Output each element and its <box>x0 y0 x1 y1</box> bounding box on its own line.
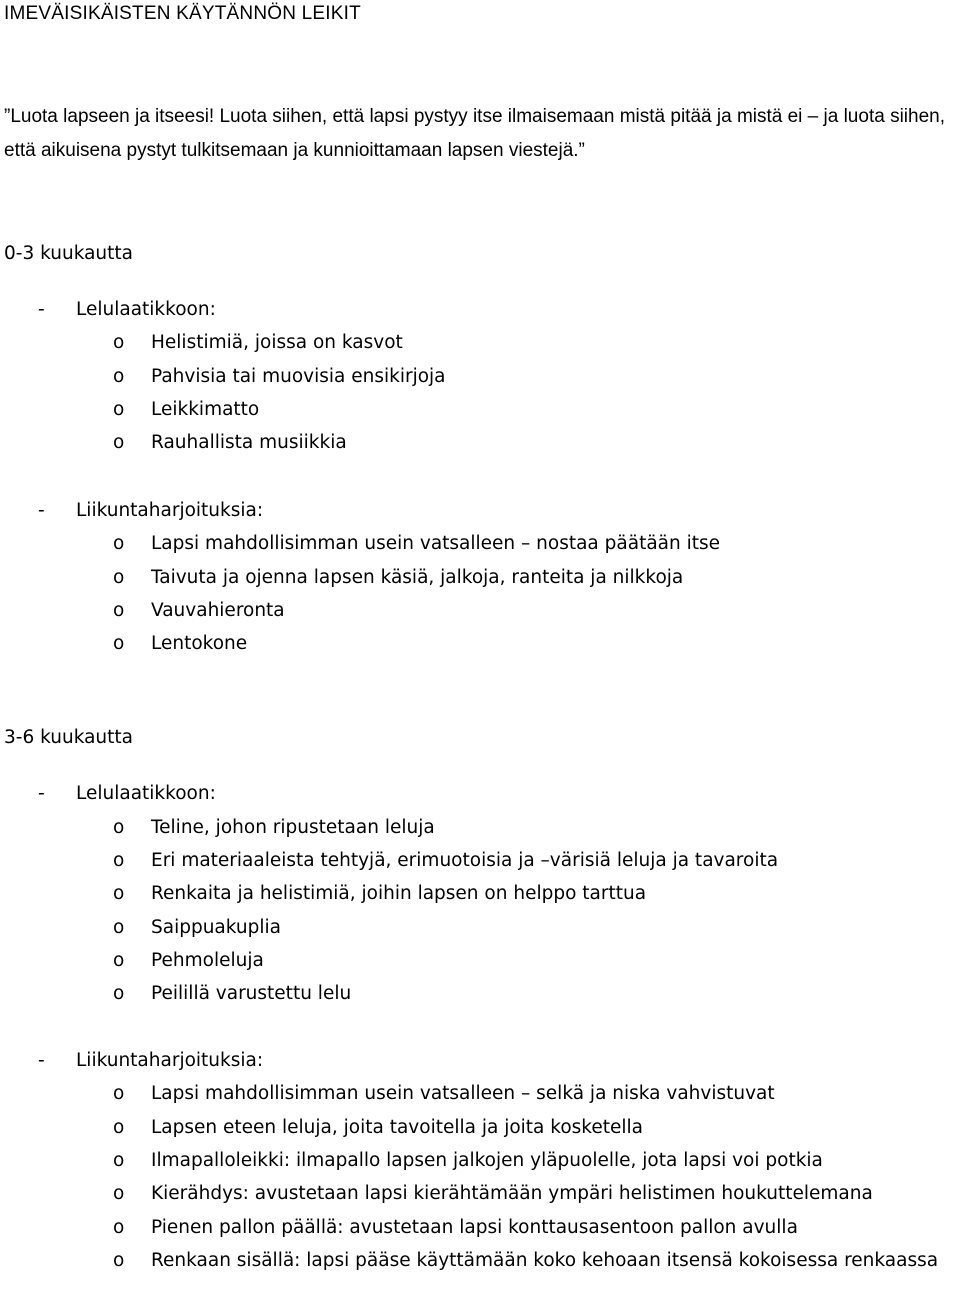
list-item-text: Vauvahieronta <box>151 600 285 622</box>
section-heading-3-6: 3-6 kuukautta <box>4 727 133 749</box>
list-item-text: Lapsi mahdollisimman usein vatsalleen – selkä ja niska vahvistuvat <box>151 1083 775 1105</box>
group-label-text: Liikuntaharjoituksia: <box>76 500 264 522</box>
exercise-group <box>4 499 956 656</box>
section-heading-0-3: 0-3 kuukautta <box>4 243 133 264</box>
list-item <box>4 849 956 873</box>
list-item <box>4 916 956 940</box>
toy-box-group <box>4 298 956 455</box>
bullet-marker: o <box>113 1183 125 1205</box>
document-title: IMEVÄISIKÄISTEN KÄYTÄNNÖN LEIKIT <box>4 3 361 24</box>
list-item <box>4 1249 956 1273</box>
group-label <box>4 782 956 806</box>
list-item <box>4 1149 956 1173</box>
list-item <box>4 949 956 973</box>
item-list <box>4 532 956 656</box>
list-item <box>4 566 956 590</box>
list-item <box>4 599 956 623</box>
list-item-text: Lapsen eteen leluja, joita tavoitella ja joita kosketella <box>151 1116 643 1138</box>
dash-marker: - <box>38 299 45 320</box>
dash-marker: - <box>38 1050 45 1072</box>
list-item <box>4 1116 956 1140</box>
list-item-text: Ilmapalloleikki: ilmapallo lapsen jalkojen yläpuolelle, jota lapsi voi potkia <box>151 1150 823 1172</box>
dash-marker: - <box>38 500 45 522</box>
bullet-marker: o <box>113 883 125 905</box>
list-item-text: Lentokone <box>151 633 248 655</box>
list-item-text: Pehmoleluja <box>151 949 264 971</box>
bullet-marker: o <box>113 1083 125 1105</box>
bullet-marker: o <box>113 332 125 354</box>
list-item-text: Pahvisia tai muovisia ensikirjoja <box>151 365 446 387</box>
list-item-text: Taivuta ja ojenna lapsen käsiä, jalkoja, ranteita ja nilkkoja <box>151 566 684 588</box>
bullet-marker: o <box>113 1249 125 1271</box>
list-item-text: Leikkimatto <box>151 398 260 420</box>
list-item <box>4 1082 956 1106</box>
bullet-marker: o <box>113 916 125 938</box>
bullet-marker: o <box>113 432 125 454</box>
list-item-text: Renkaita ja helistimiä, joihin lapsen on helppo tarttua <box>151 883 647 905</box>
bullet-marker: o <box>113 633 125 655</box>
list-item <box>4 398 956 422</box>
group-label-text: Lelulaatikkoon: <box>76 783 216 805</box>
list-item-text: Rauhallista musiikkia <box>151 432 347 454</box>
list-item <box>4 882 956 906</box>
bullet-marker: o <box>113 849 125 871</box>
list-item-text: Kierähdys: avustetaan lapsi kierähtämään ympäri helistimen houkuttelemana <box>151 1183 873 1205</box>
dash-marker: - <box>38 783 45 805</box>
bullet-marker: o <box>113 365 125 387</box>
bullet-marker: o <box>113 816 125 838</box>
list-item <box>4 1216 956 1240</box>
bullet-marker: o <box>113 1216 125 1238</box>
bullet-marker: o <box>113 566 125 588</box>
item-list <box>4 1082 956 1272</box>
item-list <box>4 331 956 455</box>
list-item <box>4 816 956 840</box>
group-label <box>4 298 956 322</box>
list-item <box>4 1182 956 1206</box>
list-item <box>4 632 956 656</box>
list-item <box>4 365 956 389</box>
bullet-marker: o <box>113 983 125 1005</box>
list-item-text: Eri materiaaleista tehtyjä, erimuotoisia ja –värisiä leluja ja tavaroita <box>151 849 779 871</box>
toy-box-group <box>4 782 956 1006</box>
bullet-marker: o <box>113 1150 125 1172</box>
group-label-text: Liikuntaharjoituksia: <box>76 1050 264 1072</box>
list-item-text: Saippuakuplia <box>151 916 281 938</box>
bullet-marker: o <box>113 949 125 971</box>
list-item-text: Lapsi mahdollisimman usein vatsalleen – nostaa päätään itse <box>151 533 721 555</box>
list-item <box>4 532 956 556</box>
list-item-text: Peilillä varustettu lelu <box>151 983 352 1005</box>
group-label-text: Lelulaatikkoon: <box>76 299 216 320</box>
bullet-marker: o <box>113 600 125 622</box>
list-item-text: Helistimiä, joissa on kasvot <box>151 332 403 354</box>
list-item-text: Teline, johon ripustetaan leluja <box>151 816 435 838</box>
list-item-text: Renkaan sisällä: lapsi pääse käyttämään koko kehoaan itsensä kokoisessa renkaassa <box>151 1249 939 1271</box>
exercise-group <box>4 1049 956 1273</box>
list-item-text: Pienen pallon päällä: avustetaan lapsi konttausasentoon pallon avulla <box>151 1216 798 1238</box>
group-label <box>4 1049 956 1073</box>
bullet-marker: o <box>113 533 125 555</box>
document-page <box>4 2 956 1273</box>
bullet-marker: o <box>113 1116 125 1138</box>
bullet-marker: o <box>113 398 125 420</box>
intro-quote: ”Luota lapseen ja itseesi! Luota siihen, että lapsi pystyy itse ilmaisemaan mistä pitää ja mistä ei – ja luota siihen, että aikuisena pystyt tulkitsemaan ja kunnioittamaan lapsen viestejä.” <box>4 106 945 161</box>
list-item <box>4 982 956 1006</box>
list-item <box>4 331 956 355</box>
list-item <box>4 431 956 455</box>
item-list <box>4 816 956 1006</box>
group-label <box>4 499 956 523</box>
